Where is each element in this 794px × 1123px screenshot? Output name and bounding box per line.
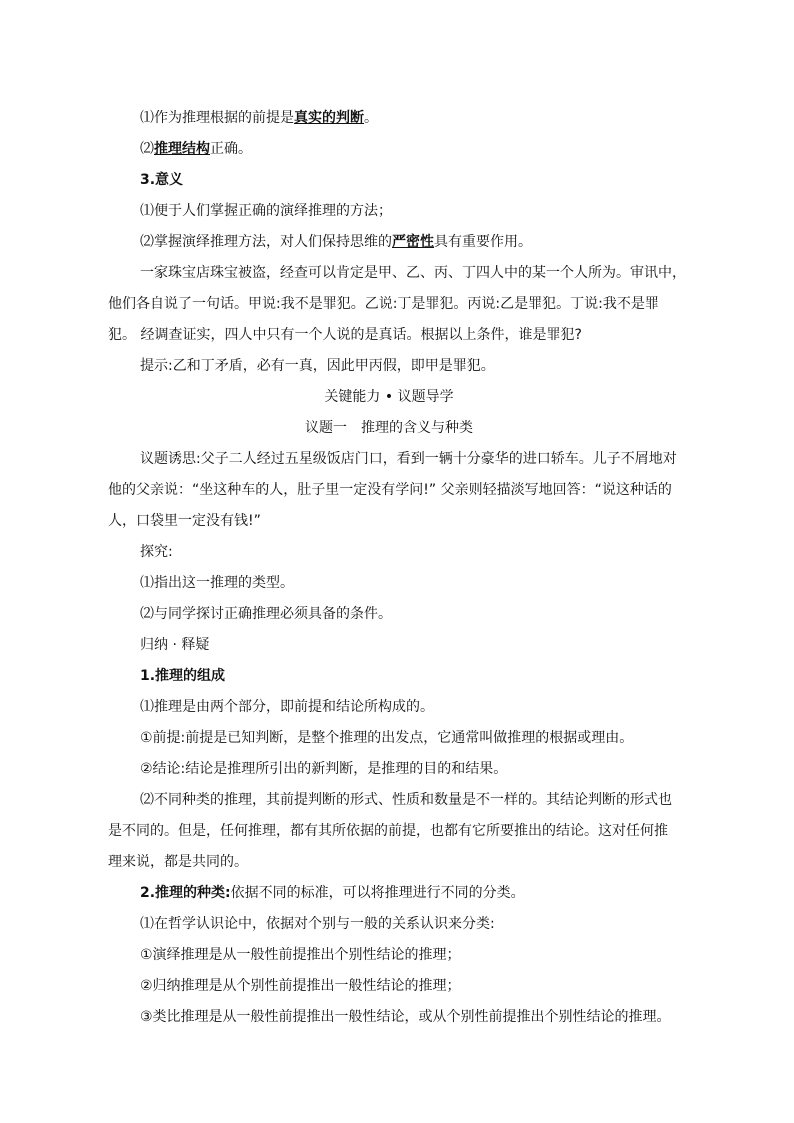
premise-condition-line: ⑴作为推理根据的前提是真实的判断。 [140, 110, 378, 126]
section-heading-types: 2.推理的种类:依据不同的标准，可以将推理进行不同的分类。 [140, 885, 525, 901]
underlined-term: 推理结构 [154, 141, 210, 157]
explore-item-1: ⑴指出这一推理的类型。 [140, 575, 294, 591]
section-title-key-ability: 关键能力 • 议题导学 [324, 389, 454, 405]
composition-conclusion: ②结论:结论是推理所引出的新判断，是推理的目的和结果。 [140, 761, 508, 777]
composition-premise: ①前提:前提是已知判断，是整个推理的出发点，它通常叫做推理的根据或理由。 [140, 730, 634, 746]
document-page [108, 103, 686, 1033]
composition-item-2-line-3: 理来说，都是共同的。 [108, 854, 248, 870]
topic-title: 议题一 推理的含义与种类 [305, 420, 473, 436]
puzzle-paragraph-line-1: 一家珠宝店珠宝被盗，经查可以肯定是甲、乙、丙、丁四人中的某一个人所为。审讯中， [140, 265, 686, 281]
composition-item-1: ⑴推理是由两个部分，即前提和结论所构成的。 [140, 699, 434, 715]
topic-paragraph-line-3: 人，口袋里一定没有钱!” [108, 513, 261, 529]
types-item-1: ⑴在哲学认识论中，依据对个别与一般的关系认识来分类: [140, 916, 495, 932]
meaning-item-2: ⑵掌握演绎推理方法，对人们保持思维的严密性具有重要作用。 [140, 234, 532, 250]
puzzle-paragraph-line-3: 犯。 经调查证实，四人中只有一个人说的是真话。根据以上条件，谁是罪犯? [108, 327, 582, 343]
section-heading-meaning: 3.意义 [140, 172, 184, 188]
section-heading-composition: 1.推理的组成 [140, 668, 226, 684]
explore-item-2: ⑵与同学探讨正确推理必须具备的条件。 [140, 606, 392, 622]
underlined-term: 严密性 [392, 234, 434, 250]
composition-item-2-line-1: ⑵不同种类的推理，其前提判断的形式、性质和数量是不一样的。其结论判断的形式也 [140, 792, 672, 808]
topic-paragraph-line-1: 议题诱思:父子二人经过五星级饭店门口，看到一辆十分豪华的进口轿车。儿子不屑地对 [140, 451, 677, 467]
summary-label: 归纳 · 释疑 [140, 637, 210, 653]
meaning-item-1: ⑴便于人们掌握正确的演绎推理的方法； [140, 203, 392, 219]
explore-label: 探究: [140, 544, 173, 560]
types-deductive: ①演绎推理是从一般性前提推出个别性结论的推理； [140, 947, 461, 963]
underlined-term: 真实的判断 [294, 110, 364, 126]
composition-item-2-line-2: 是不同的。但是，任何推理，都有其所依据的前提，也都有它所要推出的结论。这对任何推 [108, 823, 668, 839]
structure-condition-line: ⑵推理结构正确。 [140, 141, 252, 157]
types-inductive: ②归纳推理是从个别性前提推出一般性结论的推理； [140, 978, 461, 994]
types-analogical: ③类比推理是从一般性前提推出一般性结论，或从个别性前提推出个别性结论的推理。 [140, 1009, 671, 1025]
hint-line: 提示:乙和丁矛盾，必有一真，因此甲丙假，即甲是罪犯。 [140, 358, 495, 374]
topic-paragraph-line-2: 他的父亲说：“坐这种车的人，肚子里一定没有学问!” 父亲则轻描淡写地回答：“说这种话的 [108, 482, 672, 498]
puzzle-paragraph-line-2: 他们各自说了一句话。甲说:我不是罪犯。乙说:丁是罪犯。丙说:乙是罪犯。丁说:我不是罪 [108, 296, 659, 312]
